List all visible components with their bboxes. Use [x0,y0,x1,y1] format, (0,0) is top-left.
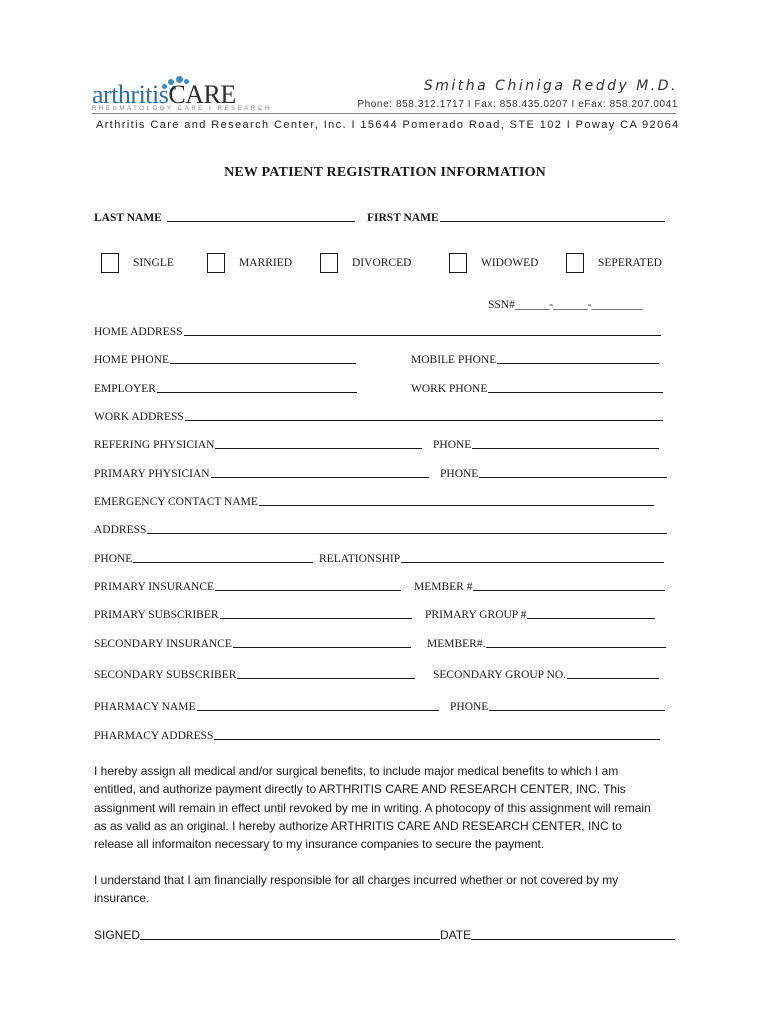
emergency-contact-name-field[interactable]: EMERGENCY CONTACT NAME [94,496,654,508]
secondary-insurance-line[interactable] [233,646,411,648]
primary-group-line[interactable] [527,617,655,619]
pharmacy-name-field[interactable]: PHARMACY NAME [94,701,439,713]
work-phone-field[interactable]: WORK PHONE [411,383,663,395]
emergency-address-field[interactable]: ADDRESS [94,524,667,536]
work-address-line[interactable] [185,419,663,421]
refering-physician-phone-line[interactable] [472,447,659,449]
home-address-field[interactable]: HOME ADDRESS [94,326,661,338]
primary-physician-line[interactable] [211,476,429,478]
primary-physician-phone-line[interactable] [479,476,667,478]
assignment-of-benefits-text: I hereby assign all medical and/or surgical benefits, to include major medical benefits to which I am entitled, and authorize payment directly to ARTHRITIS CARE AND RESEARCH CENTER, INC. This assignment will remain in effect until revoked by me in writing. A photocopy of this assignment will remain as as valid as an original. I hereby authorize ARTHRITIS CARE AND RESEARCH CENTER, INC to release all informaiton necessary to my insurance companies to secure the payment. [94,764,651,852]
logo-tagline: RHEUMATOLOGY CARE | RESEARCH [92,106,272,112]
signed-label: SIGNED [94,928,141,942]
secondary-insurance-field[interactable]: SECONDARY INSURANCE [94,638,411,650]
primary-member-line[interactable] [473,589,665,591]
relationship-line[interactable] [401,561,664,563]
emergency-contact-name-line[interactable] [259,504,654,506]
first-name-field[interactable]: FIRST NAME [367,212,665,224]
last-name-line[interactable] [167,220,355,222]
primary-insurance-field[interactable]: PRIMARY INSURANCE [94,581,401,593]
work-phone-line[interactable] [488,391,663,393]
financial-responsibility-text: I understand that I am financially responsible for all charges incurred whether or not covered by my insurance. [94,873,619,906]
logo-wordmark: arthritisCARE [92,80,236,109]
doctor-name: Smitha Chiniga Reddy M.D. [423,78,678,94]
primary-subscriber-field[interactable]: PRIMARY SUBSCRIBER [94,609,412,621]
checkbox-divorced-box[interactable] [320,253,338,273]
checkbox-widowed-box[interactable] [449,253,467,273]
first-name-line[interactable] [440,220,665,222]
form-title: NEW PATIENT REGISTRATION INFORMATION [224,165,546,180]
header-divider [92,113,676,114]
secondary-member-line[interactable] [486,646,666,648]
home-phone-field[interactable]: HOME PHONE [94,354,356,366]
signature-line[interactable] [140,939,440,940]
checkbox-single[interactable]: SINGLE [101,253,174,273]
primary-member-field[interactable]: MEMBER # [414,581,665,593]
secondary-group-field[interactable]: SECONDARY GROUP NO. [433,669,659,681]
ssn-field[interactable]: SSN#______-______-_________ [488,299,644,311]
checkbox-seperated-box[interactable] [566,253,584,273]
checkbox-seperated[interactable]: SEPERATED [566,253,662,273]
primary-subscriber-line[interactable] [220,617,412,619]
refering-physician-line[interactable] [215,447,422,449]
date-label: DATE [440,928,472,942]
refering-physician-phone-field[interactable]: PHONE [433,439,659,451]
clinic-address: Arthritis Care and Research Center, Inc. I 15644 Pomerado Road, STE 102 I Poway CA 92064 [96,119,680,131]
emergency-address-line[interactable] [147,532,667,534]
primary-insurance-line[interactable] [215,589,401,591]
home-address-line[interactable] [184,334,661,336]
mobile-phone-field[interactable]: MOBILE PHONE [411,354,659,366]
home-phone-line[interactable] [170,362,356,364]
emergency-phone-line[interactable] [133,561,313,563]
employer-line[interactable] [157,391,357,393]
relationship-field[interactable]: RELATIONSHIP [319,553,664,565]
pharmacy-phone-field[interactable]: PHONE [450,701,665,713]
checkbox-married-box[interactable] [207,253,225,273]
primary-physician-phone-field[interactable]: PHONE [440,468,667,480]
employer-field[interactable]: EMPLOYER [94,383,357,395]
signature-row [94,928,675,942]
primary-physician-field[interactable]: PRIMARY PHYSICIAN [94,468,429,480]
date-line[interactable] [471,939,675,940]
secondary-subscriber-field[interactable]: SECONDARY SUBSCRIBER [94,669,415,681]
checkbox-widowed[interactable]: WIDOWED [449,253,538,273]
secondary-group-line[interactable] [567,677,659,679]
primary-group-field[interactable]: PRIMARY GROUP # [425,609,655,621]
pharmacy-phone-line[interactable] [489,709,665,711]
refering-physician-field[interactable]: REFERING PHYSICIAN [94,439,422,451]
pharmacy-address-line[interactable] [214,738,660,740]
pharmacy-name-line[interactable] [197,709,439,711]
emergency-phone-field[interactable]: PHONE [94,553,313,565]
secondary-member-field[interactable]: MEMBER#. [427,638,666,650]
clinic-logo [92,76,272,116]
checkbox-divorced[interactable]: DIVORCED [320,253,411,273]
contact-line: Phone: 858.312.1717 I Fax: 858.435.0207 I eFax: 858.207.0041 [357,99,678,110]
checkbox-single-box[interactable] [101,253,119,273]
checkbox-married[interactable]: MARRIED [207,253,292,273]
last-name-field[interactable]: LAST NAME [94,212,355,224]
secondary-subscriber-line[interactable] [237,677,415,679]
pharmacy-address-field[interactable]: PHARMACY ADDRESS [94,730,660,742]
work-address-field[interactable]: WORK ADDRESS [94,411,663,423]
mobile-phone-line[interactable] [497,362,659,364]
